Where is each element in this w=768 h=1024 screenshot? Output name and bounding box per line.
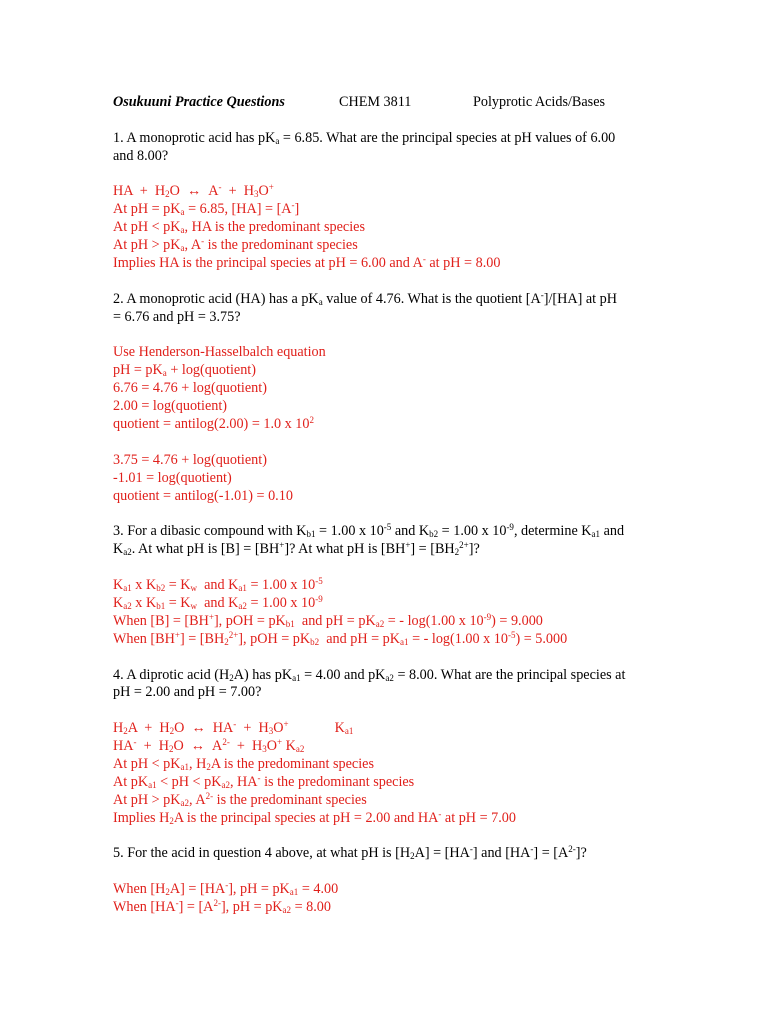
question-line: and 8.00? (113, 147, 169, 164)
answer-line: $K_{a2}$ x $K_{b1} = K_w$ and $K_{a2} = 1.00$ x $10^{-9}$ (113, 593, 323, 611)
answer-line: -1.01 = log(quotient) (113, 469, 232, 486)
topic-label: Polyprotic Acids/Bases (473, 94, 606, 110)
answer-line: $K_{a1}$ x $K_{b2} = K_w$ and $K_{a1} = 1.00$ x $10^{-5}$ (113, 576, 323, 594)
spacer (113, 702, 673, 720)
question-line: = 6.76 and pH = 3.75? (113, 308, 241, 325)
answer-line: quotient = antilog(2.00) = 1.0 x $10^2$ (113, 415, 314, 433)
answer-line: When $[BH^+] = [BH_2^{2+}]$, pOH = $pK_{b2}$ and pH = $pK_{a1}$ = - log(1.00 x $10^{-5}) = 5.000$ (113, 629, 568, 647)
document-body (113, 130, 673, 917)
spacer (113, 863, 673, 881)
answer-line: quotient = antilog(-1.01) = 0.10 (113, 487, 293, 504)
answer-line: When $[HA^-] = [A^{2-}]$, pH = $pK_{a2} = 8.00$ (113, 898, 331, 916)
answer-line: At pH = $pK_a = 6.85$, [HA] = [A-] (113, 200, 300, 218)
answer-line: At pH < $pK_a$, HA is the predominant species (113, 219, 365, 236)
spacer (113, 505, 673, 523)
spacer (113, 828, 673, 846)
document-page (113, 94, 673, 917)
answer-line: Use Henderson-Hasselbalch equation (113, 344, 326, 361)
spacer (113, 327, 673, 345)
answer-line: When $[H_2A] = [HA^-]$, pH = $pK_{a1} = 4.00$ (113, 880, 339, 898)
question-line: 2. A monoprotic acid (HA) has a $pK_a$ value of 4.76. What is the quotient [A-]/[HA] at pH (113, 289, 617, 307)
document-header (113, 94, 673, 112)
answer-line: $H_2A + H_2O$ ↔ $HA^- + H_3O^+$ $K_{a1}$ (113, 719, 354, 737)
spacer (113, 273, 673, 291)
course-code: CHEM 3811 (339, 94, 412, 110)
document-title: Osukuuni Practice Questions (113, 94, 285, 110)
question-line: 3. For a dibasic compound with $K_{b1} = 1.00$ x $10^{-5}$ and $K_{b2} = 1.00$ x $10^{-9}$, determine $K_{a1}$ and (113, 522, 625, 540)
answer-line: At pH < $pK_{a1}$, $H_2A$ is the predominant species (113, 755, 374, 772)
spacer (113, 166, 673, 184)
answer-line: Implies $H_2A$ is the principal species at pH = 2.00 and HA- at pH = 7.00 (113, 808, 516, 826)
answer-line: Implies HA is the principal species at pH = 6.00 and A- at pH = 8.00 (113, 254, 501, 272)
answer-line: When [B] = [BH+], pOH = $pK_{b1}$ and pH = $pK_{a2}$ = - log(1.00 x $10^{-9}) = 9.000$ (113, 611, 543, 629)
answer-line: At $pK_{a1}$ < pH < $pK_{a2}$, HA- is the predominant species (113, 772, 415, 790)
answer-line: At pH > $pK_a$, A- is the predominant species (113, 236, 358, 254)
question-line: $K_{a2}$. At what pH is [B] = [BH+]? At what pH is $[BH^+] = [BH_2^{2+}]$? (113, 540, 480, 558)
spacer (113, 434, 673, 452)
question-line: 1. A monoprotic acid has $pK_a = 6.85$. What are the principal species at pH values of 6.00 (113, 129, 616, 146)
spacer (113, 559, 673, 577)
answer-line: HA + $H_2O$ ↔ $A^- + H_3O^+$ (113, 182, 274, 200)
answer-line: 6.76 = 4.76 + log(quotient) (113, 380, 267, 397)
question-line: 4. A diprotic acid $(H_2A)$ has $pK_{a1} = 4.00$ and $pK_{a2} = 8.00$. What are the principal species at (113, 666, 626, 683)
answer-line: At pH > $pK_{a2}$, $A^{2-}$ is the predominant species (113, 790, 367, 808)
answer-line: 2.00 = log(quotient) (113, 398, 227, 415)
answer-line: $HA^- + H_2O$ ↔ $A^{2-} + H_3O^+$ $K_{a2}$ (113, 737, 305, 755)
answer-line: pH = $pK_a$ + log(quotient) (113, 362, 256, 379)
spacer (113, 649, 673, 667)
spacer (113, 112, 673, 130)
question-line: 5. For the acid in question 4 above, at what pH is $[H_2A] = [HA^-]$ and $[HA^-] = [A^{2-}]$? (113, 844, 587, 862)
question-line: pH = 2.00 and pH = 7.00? (113, 684, 262, 701)
answer-line: 3.75 = 4.76 + log(quotient) (113, 451, 267, 468)
